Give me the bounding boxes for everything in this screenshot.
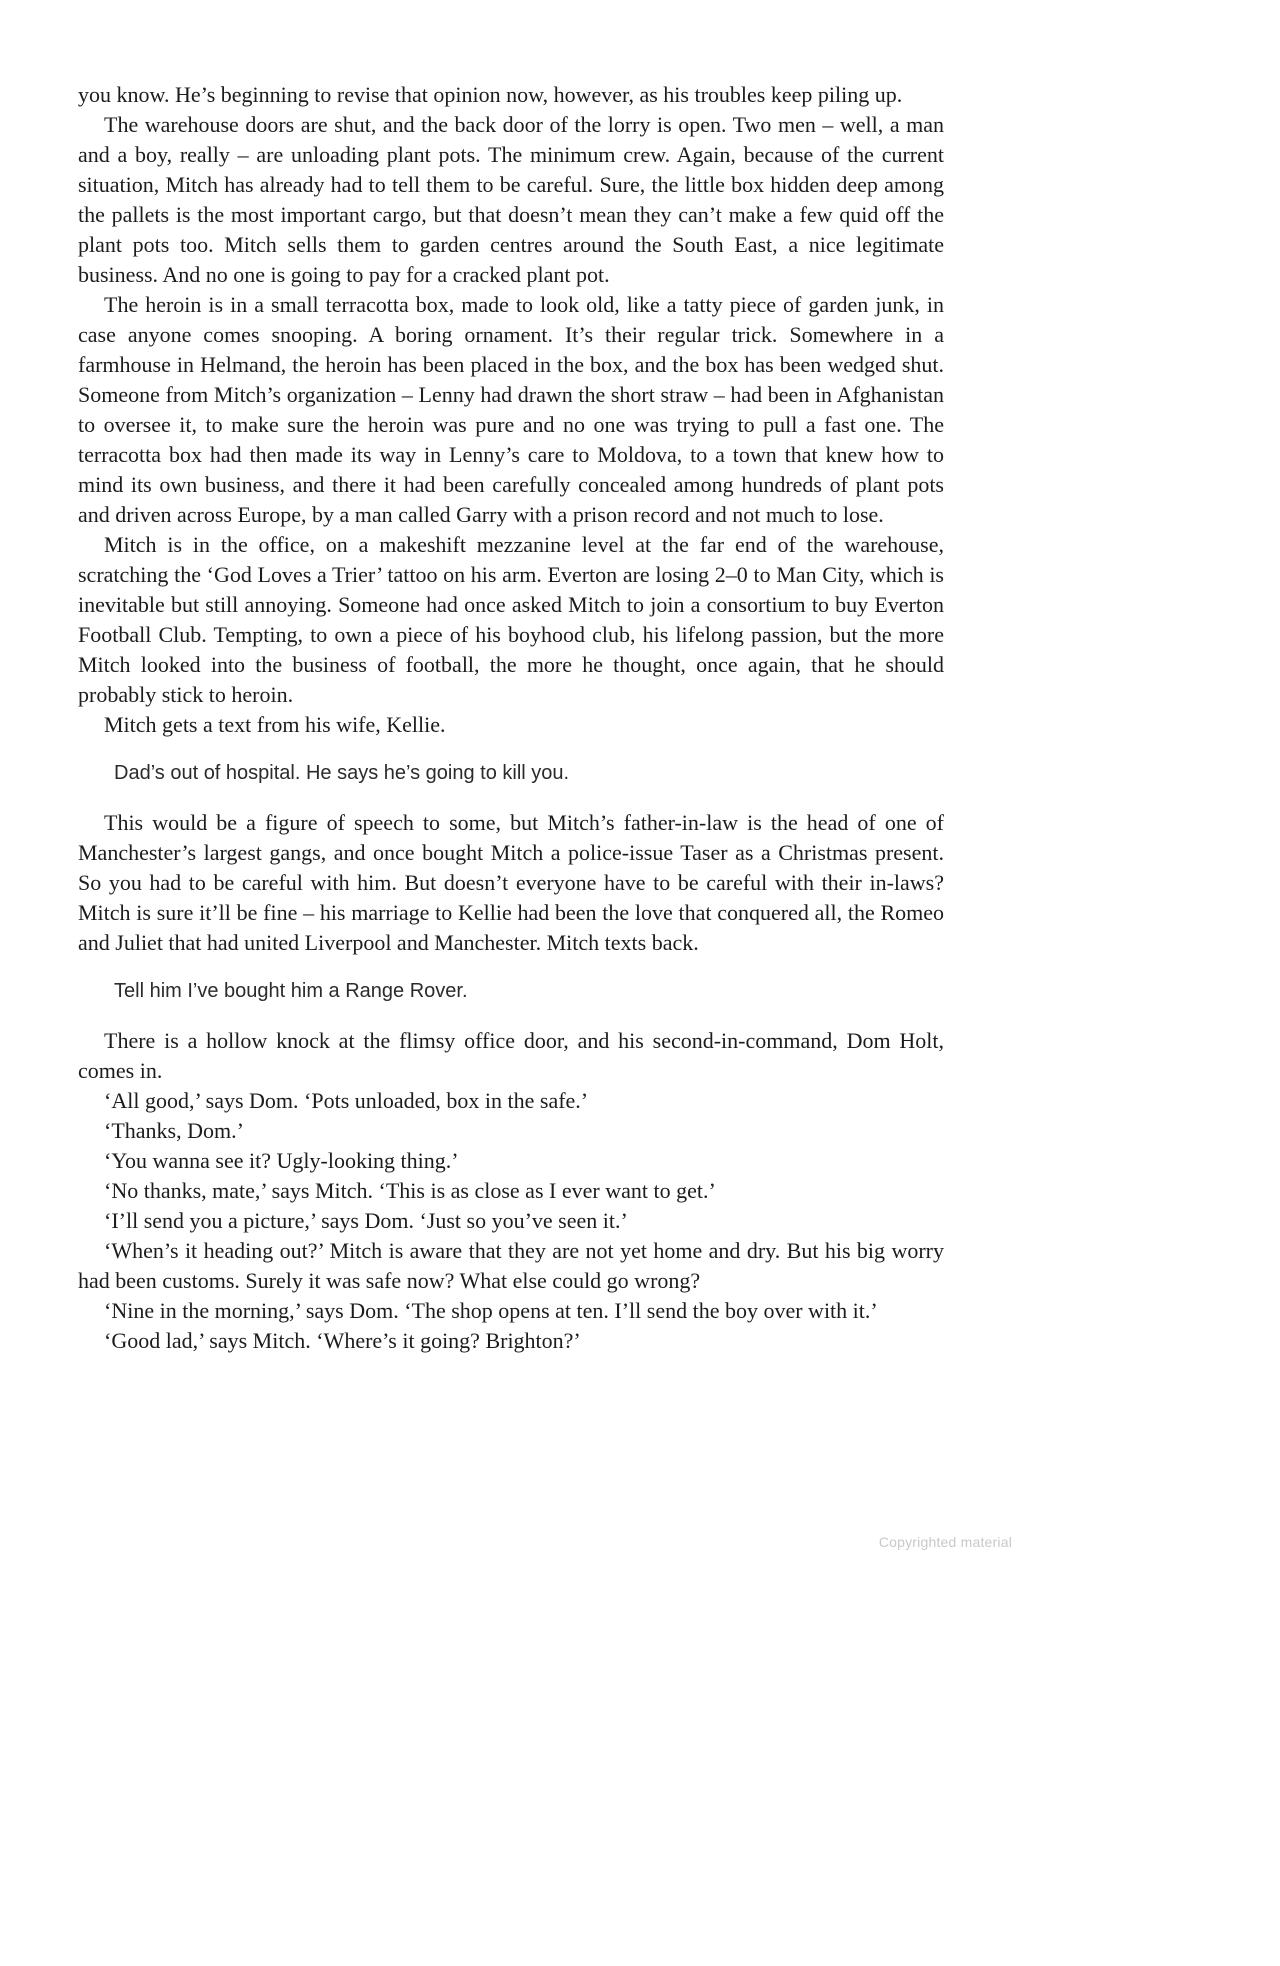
body-paragraph: The warehouse doors are shut, and the back door of the lorry is open. Two men – well, a man and a boy, really – are unloading plant pots. The minimum crew. Again, because of the current situation, Mitch has already had to tell them to be careful. Sure, the little box hidden deep among the pallets is the most important cargo, but that doesn’t mean they can’t make a few quid off the plant pots too. Mitch sells them to garden centres around the South East, a nice legitimate business. And no one is going to pay for a cracked plant pot. — [78, 112, 944, 287]
dialogue-paragraph: ‘All good,’ says Dom. ‘Pots unloaded, box in the safe.’ — [104, 1088, 589, 1113]
body-paragraph: The heroin is in a small terracotta box, made to look old, like a tatty piece of garden junk, in case anyone comes snooping. A boring ornament. It’s their regular trick. Somewhere in a farmhouse in Helmand, the heroin has been placed in the box, and the box has been wedged shut. Someone from Mitch’s organization – Lenny had drawn the short straw – had been in Afghanistan to oversee it, to make sure the heroin was pure and no one was trying to pull a fast one. The terracotta box had then made its way in Lenny’s care to Moldova, to a town that knew how to mind its own business, and there it had been carefully concealed among hundreds of plant pots and driven across Europe, by a man called Garry with a prison record and not much to lose. — [78, 292, 944, 527]
dialogue-paragraph: ‘You wanna see it? Ugly-looking thing.’ — [104, 1148, 459, 1173]
sms-message: Tell him I’ve bought him a Range Rover. — [114, 980, 468, 1002]
sms-message: Dad’s out of hospital. He says he’s going to kill you. — [114, 762, 570, 784]
body-paragraph: Mitch is in the office, on a makeshift mezzanine level at the far end of the warehouse, scratching the ‘God Loves a Trier’ tattoo on his arm. Everton are losing 2–0 to Man City, which is inevitable but still annoying. Someone had once asked Mitch to join a consortium to buy Everton Football Club. Tempting, to own a piece of his boyhood club, his lifelong passion, but the more Mitch looked into the business of football, the more he thought, once again, that he should probably stick to heroin. — [78, 532, 944, 707]
dialogue-paragraph: ‘Good lad,’ says Mitch. ‘Where’s it going? Brighton?’ — [104, 1328, 581, 1353]
dialogue-paragraph: ‘Nine in the morning,’ says Dom. ‘The shop opens at ten. I’ll send the boy over with it.’ — [104, 1298, 878, 1323]
dialogue-paragraph: ‘When’s it heading out?’ Mitch is aware that they are not yet home and dry. But his big worry had been customs. Surely it was safe now? What else could go wrong? — [78, 1238, 944, 1293]
dialogue-paragraph: ‘No thanks, mate,’ says Mitch. ‘This is as close as I ever want to get.’ — [104, 1178, 716, 1203]
body-paragraph: you know. He’s beginning to revise that opinion now, however, as his troubles keep piling up. — [78, 82, 903, 107]
page-text-column — [78, 80, 944, 1356]
dialogue-paragraph: ‘Thanks, Dom.’ — [104, 1118, 244, 1143]
body-paragraph: Mitch gets a text from his wife, Kellie. — [104, 712, 446, 737]
dialogue-paragraph: ‘I’ll send you a picture,’ says Dom. ‘Just so you’ve seen it.’ — [104, 1208, 628, 1233]
copyright-notice: Copyrighted material — [878, 1534, 1012, 1550]
body-paragraph: This would be a figure of speech to some, but Mitch’s father-in-law is the head of one of Manchester’s largest gangs, and once bought Mitch a police-issue Taser as a Christmas present. So you had to be careful with him. But doesn’t everyone have to be careful with their in-laws? Mitch is sure it’ll be fine – his marriage to Kellie had been the love that conquered all, the Romeo and Juliet that had united Liverpool and Manchester. Mitch texts back. — [78, 810, 944, 955]
body-paragraph: There is a hollow knock at the flimsy office door, and his second-in-command, Dom Holt, comes in. — [78, 1028, 944, 1083]
